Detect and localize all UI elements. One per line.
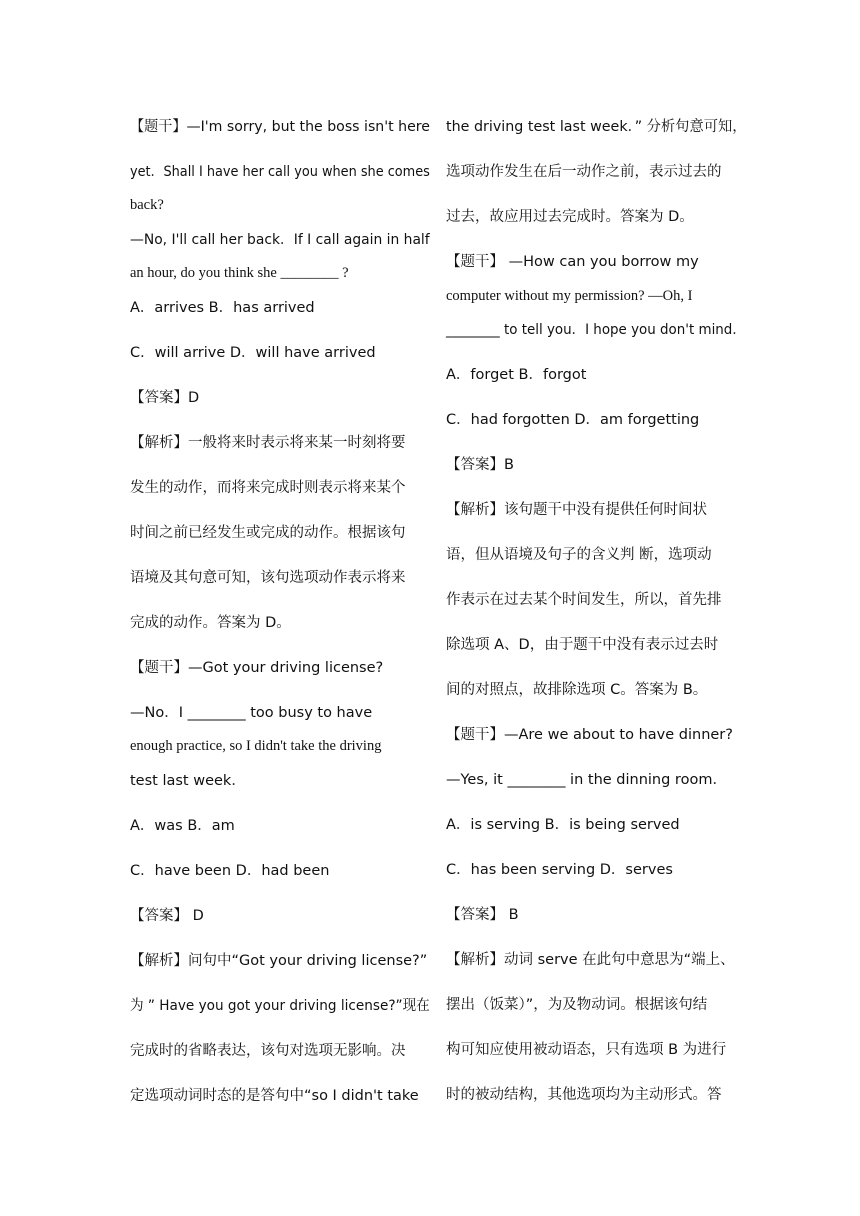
text-line: 时的被动结构，其他选项均为主动形式。答 [446, 1087, 722, 1103]
text-line: test last week． [130, 773, 246, 789]
text-line: 【答案】 B [446, 907, 519, 923]
text-line: an hour, do you think she ________ ? [130, 265, 349, 281]
text-line: 【解析】动词 serve 在此句中意思为“端上、 [446, 952, 735, 968]
text-line: ________ to tell you．I hope you don't mind． [446, 322, 746, 338]
text-line: 为 ” Have you got your driving license?”现在 [130, 998, 430, 1014]
text-line: —No．I ________ too busy to have [130, 705, 373, 721]
text-line: yet．Shall I have her call you when she comes [130, 164, 430, 180]
text-line: 间的对照点，故排除选项 C。答案为 B。 [446, 682, 708, 698]
text-line: 发生的动作，而将来完成时则表示将来某个 [130, 480, 406, 496]
text-line: 时间之前已经发生或完成的动作。根据该句 [130, 525, 406, 541]
text-line: 选项动作发生在后一动作之前，表示过去的 [446, 164, 722, 180]
text-line: back? [130, 197, 164, 213]
text-line: 【解析】问句中“Got your driving license?” [130, 953, 428, 969]
text-line: 语境及其句意可知，该句选项动作表示将来 [130, 570, 406, 586]
text-line: A．is serving B．is being served [446, 817, 680, 833]
text-line: computer without my permission? —Oh, I [446, 288, 693, 304]
text-line: C．will arrive D．will have arrived [130, 345, 376, 361]
text-line: A．arrives B．has arrived [130, 300, 315, 316]
text-line: enough practice, so I didn't take the driving [130, 738, 382, 754]
text-line: 完成的动作。答案为 D。 [130, 615, 291, 631]
text-line: 语，但从语境及句子的含义判 断，选项动 [446, 547, 712, 563]
text-line: 【题干】 —How can you borrow my [446, 254, 699, 270]
text-line: 定选项动词时态的是答句中“so I didn't take [130, 1088, 419, 1104]
text-line: A．forget B．forgot [446, 367, 587, 383]
text-line: 【答案】D [130, 390, 200, 406]
text-line: 【答案】 D [130, 908, 204, 924]
text-line: 【解析】一般将来时表示将来某一时刻将要 [130, 435, 406, 451]
text-line: 【题干】—Got your driving license? [130, 660, 384, 676]
text-line: 作表示在过去某个时间发生，所以，首先排 [446, 592, 722, 608]
text-line: C．have been D．had been [130, 863, 330, 879]
text-line: 摆出（饭菜）”，为及物动词。根据该句结 [446, 997, 708, 1013]
text-line: 完成时的省略表达，该句对选项无影响。决 [130, 1043, 406, 1059]
text-line: —No, I'll call her back．If I call again in half [130, 232, 430, 248]
text-line: the driving test last week．” 分析句意可知， [446, 119, 747, 135]
text-line: 【题干】—Are we about to have dinner? [446, 727, 733, 743]
text-line: —Yes, it ________ in the dinning room． [446, 772, 727, 788]
text-line: 【答案】B [446, 457, 514, 473]
text-line: C．had forgotten D．am forgetting [446, 412, 700, 428]
text-line: C．has been serving D．serves [446, 862, 673, 878]
text-line: 过去，故应用过去完成时。答案为 D。 [446, 209, 694, 225]
text-line: A．was B．am [130, 818, 235, 834]
text-line: 构可知应使用被动语态，只有选项 B 为进行 [446, 1042, 727, 1058]
text-line: 除选项 A、D，由于题干中没有表示过去时 [446, 637, 719, 653]
text-line: 【解析】该句题干中没有提供任何时间状 [446, 502, 707, 518]
text-line: 【题干】—I'm sorry, but the boss isn't here [130, 119, 431, 135]
